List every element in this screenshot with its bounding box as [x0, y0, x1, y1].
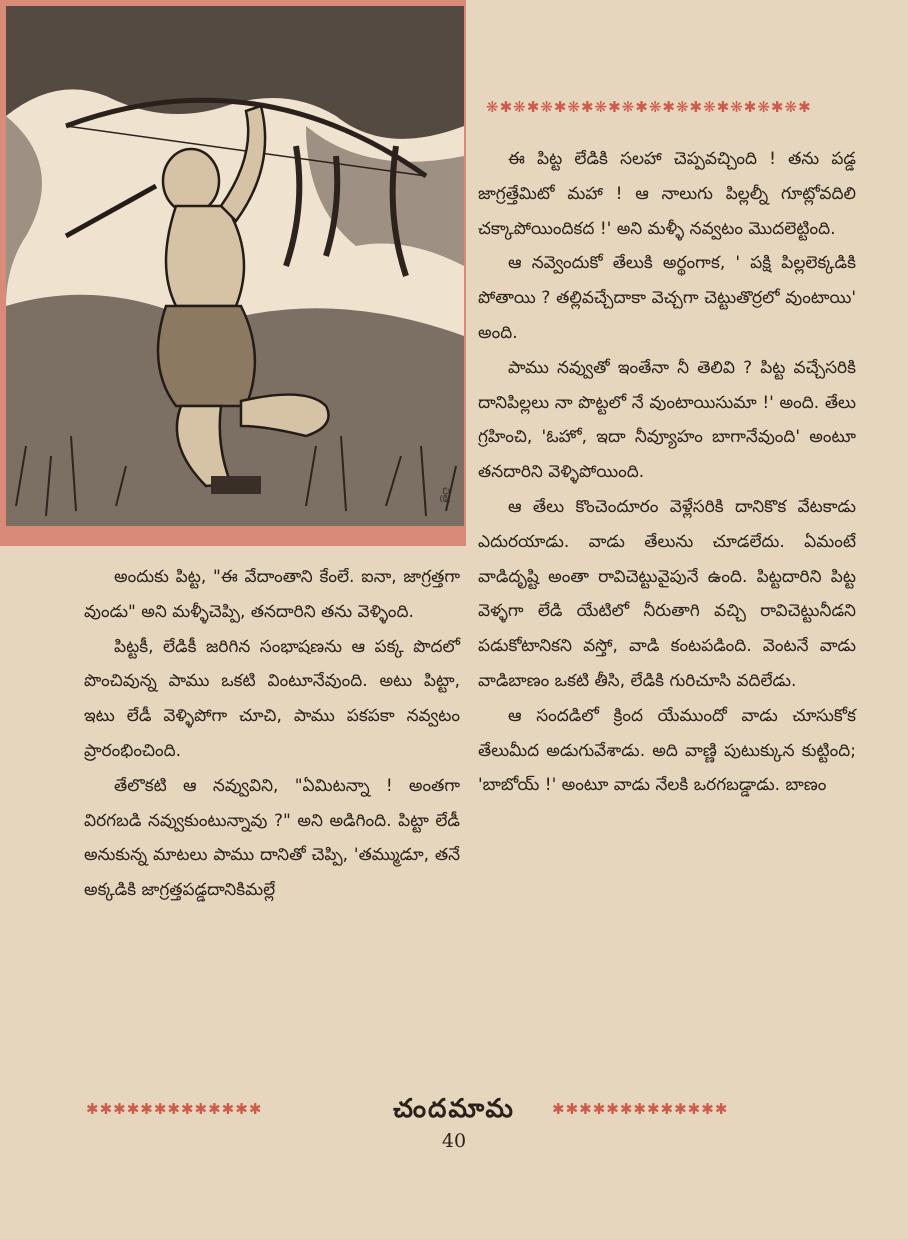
- paragraph: తేలొకటి ఆ నవ్వువిని, "ఏమిటన్నా ! అంతగా విరగబడి నవ్వుకుంటున్నావు ?" అని అడిగింది. పిట్టా లేడీ అనుకున్న మాటలు పాము దానితో చెప్పి, 'తమ్ముడూ, తనే అక్కడికి జాగ్రత్తపడ్డదానికిమల్లే: [84, 775, 460, 901]
- magazine-title: చందమామ: [393, 1094, 515, 1124]
- illustration-corner-label: చిత్ర: [440, 486, 451, 502]
- paragraph: పిట్టకీ, లేడికీ జరిగిన సంభాషణను ఆ పక్క పొదలో పొంచివున్న పాము ఒకటి వింటూనేవుంది. అటు పిట్టా, ఇటు లేడీ వెళ్ళిపోగా చూచి, పాము పకపకా నవ్వటం ప్రారంభించింది.: [84, 636, 460, 761]
- paragraph: ఈ పిట్ట లేడికి సలహా చెప్పవచ్చింది ! తను పడ్డ జాగ్రత్తేమిటో మహా ! ఆ నాలుగు పిల్లల్నీ గూట్లోవదిలి చక్కాపోయిందికద !' అని మళ్ళీ నవ్వటం మొదలెట్టింది.: [478, 149, 856, 239]
- paragraph: ఆ తేలు కొంచెందూరం వెళ్లేసరికి దానికొక వేటకాడు ఎదురయాడు. వాడు తేలును చూడలేదు. ఏమంటే వాడిదృష్టి అంతా రావిచెట్టువైపునే ఉంది. పిట్టదారిని పిట్ట వెళ్ళగా లేడి యేటిలో నీరుతాగి వచ్చి రావిచెట్టునీడని పడుకోటానికని వస్తో, వాడి కంటపడింది. వెంటనే వాడు వాడిబాణం ఒకటి తీసి, లేడికి గురిచూసి వదిలేడు.: [478, 496, 856, 691]
- hunter-illustration: [6, 6, 464, 526]
- paragraph: అందుకు పిట్ట, "ఈ వేదాంతాని కేంలే. ఐనా, జాగ్రత్తగా వుండు" అని మళ్ళీచెప్పి, తనదారిని తను వెళ్ళింది.: [84, 567, 460, 622]
- paragraph: ఆ నవ్వెందుకో తేలుకి అర్థంగాక, ' పక్షి పిల్లలెక్కడికి పోతాయి ? తల్లివచ్చేదాకా వెచ్చగా చెట్టుతొర్రలో వుంటాయి' అంది.: [478, 253, 856, 343]
- paragraph: ఆ సందడిలో క్రింద యేముందో వాడు చూసుకోక తేలుమీద అడుగువేశాడు. అది వాణ్ణి పుటుక్కున కుట్టింది; 'బాబోయ్ !' అంటూ వాడు నేలకి ఒరగబడ్డాడు. బాణం: [478, 705, 856, 796]
- left-text-column: [84, 560, 460, 908]
- top-ornament-border: ❋✱❋✱❋✱❋✱❋✱❋✱❋✱❋✱❋✱❋✱❋✱❋✱: [486, 98, 812, 116]
- right-text-column: [478, 142, 856, 803]
- bottom-right-ornament: ✱✱✱✱✱✱✱✱✱✱✱✱✱: [552, 1100, 729, 1118]
- bottom-left-ornament: ✱✱✱✱✱✱✱✱✱✱✱✱✱: [86, 1100, 263, 1118]
- paragraph: పాము నవ్వుతో ఇంతేనా నీ తెలివి ? పిట్ట వచ్చేసరికి దానిపిల్లలు నా పొట్టలో నే వుంటాయిసుమా !' అంది. తేలు గ్రహించి, 'ఓహో, ఇదా నీవ్యూహం బాగానేవుంది' అంటూ తనదారిని వెళ్ళిపోయింది.: [478, 357, 856, 483]
- page-number: 40: [441, 1130, 467, 1152]
